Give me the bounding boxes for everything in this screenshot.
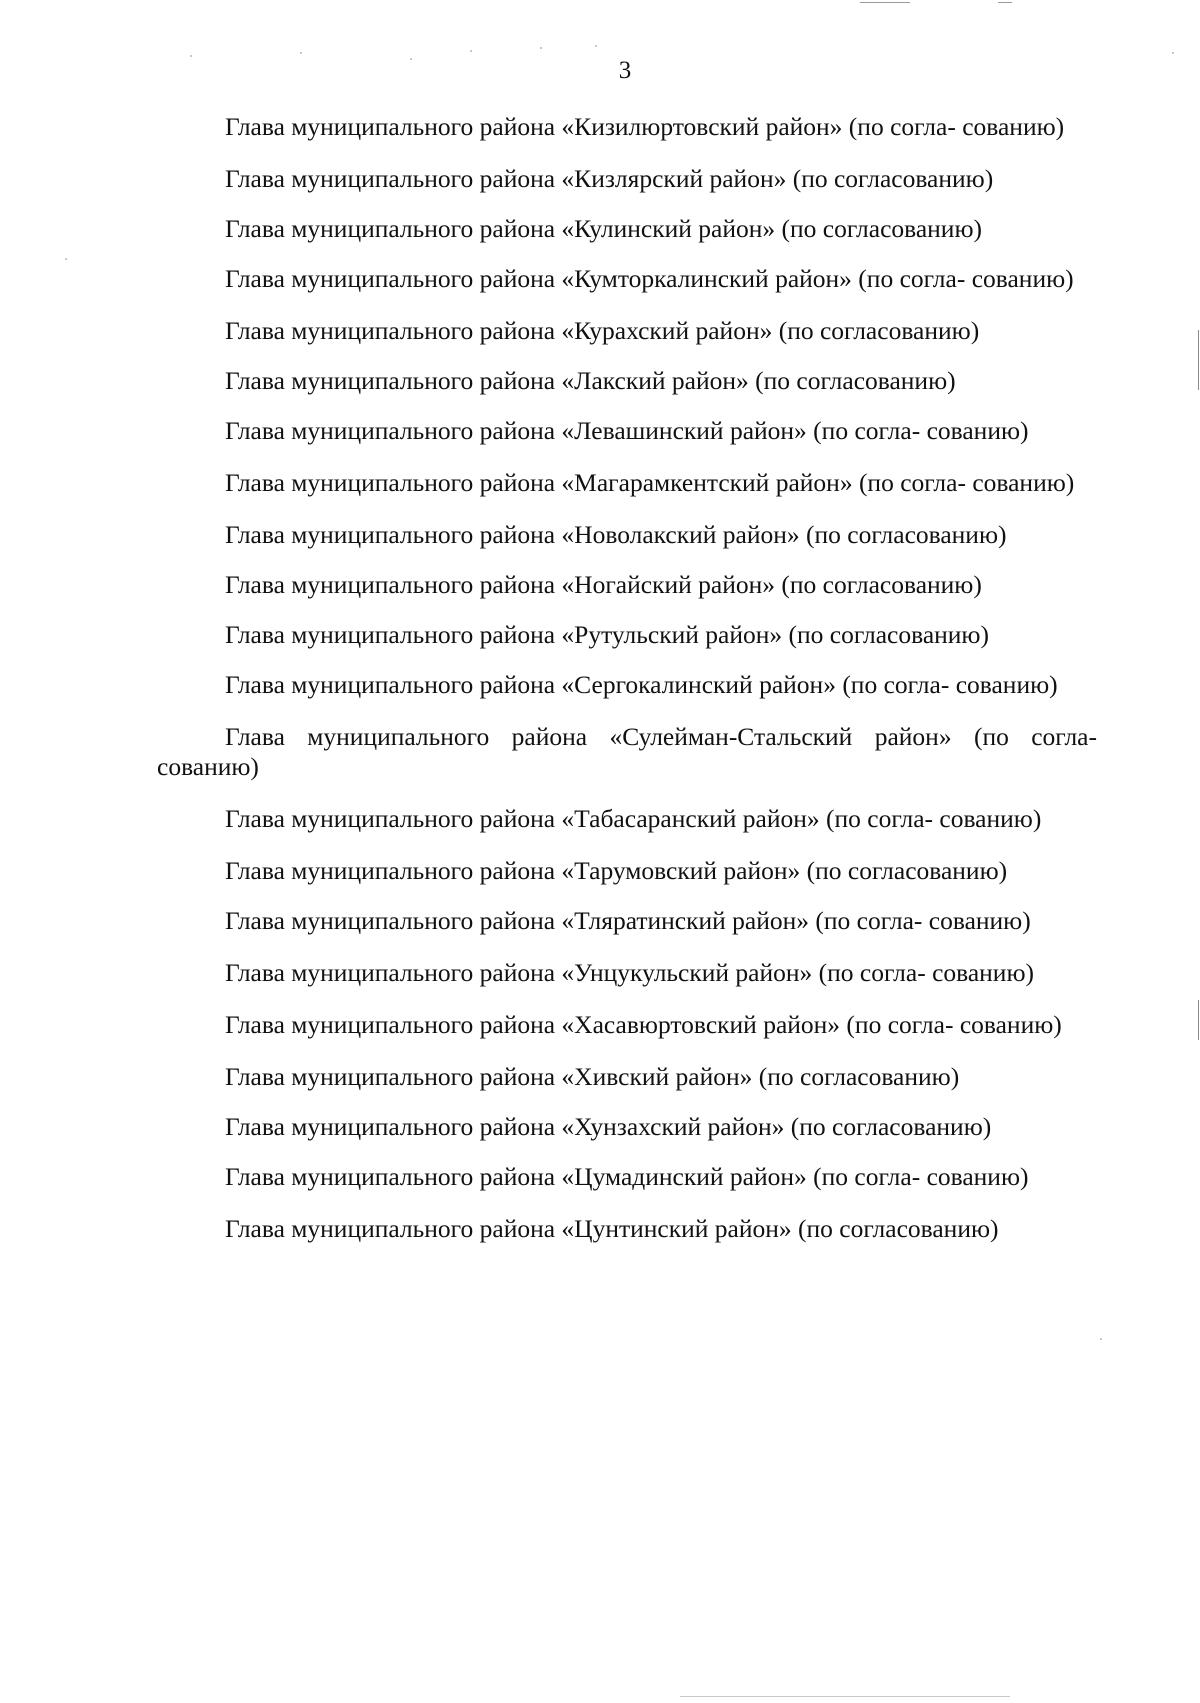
list-item: Глава муниципального района «Рутульский район» (по согласованию) (225, 620, 989, 649)
scan-artifact-speck (300, 52, 302, 54)
scan-artifact-speck (1172, 52, 1174, 54)
list-item: Глава муниципального района «Левашинский район» (по согла- сованию) (225, 416, 1029, 445)
list-item: Глава муниципального района «Хасавюртовский район» (по согла- сованию) (225, 1010, 1062, 1039)
members-list (157, 112, 1097, 1264)
list-item: Глава муниципального района «Цунтинский район» (по согласованию) (225, 1214, 999, 1243)
list-item: Глава муниципального района «Кумторкалинский район» (по согла- сованию) (225, 264, 1074, 293)
scan-artifact-speck (65, 258, 67, 260)
list-item: Глава муниципального района «Унцукульский район» (по согла- сованию) (225, 958, 1034, 987)
list-item: Глава муниципального района «Тарумовский район» (по согласованию) (225, 856, 1008, 885)
page-number: 3 (618, 57, 632, 84)
list-item: Глава муниципального района «Лакский район» (по согласованию) (225, 366, 956, 395)
list-item: Глава муниципального района «Кизилюртовский район» (по согла- сованию) (225, 112, 1065, 141)
scan-artifact-right-edge (1198, 330, 1199, 390)
list-item: Глава муниципального района «Новолакский район» (по согласованию) (225, 520, 1007, 549)
scan-artifact-bottom-rule (680, 1696, 1010, 1697)
scan-artifact-speck (1100, 1338, 1102, 1340)
list-item: Глава муниципального района «Хунзахский район» (по согласованию) (225, 1112, 992, 1141)
scan-artifact-speck (470, 50, 472, 52)
list-item: Глава муниципального района «Сергокалинский район» (по согла- сованию) (225, 670, 1058, 699)
list-item: Глава муниципального района «Курахский район» (по согласованию) (225, 316, 980, 345)
list-item: Глава муниципального района «Хивский район» (по согласованию) (225, 1062, 960, 1091)
list-item: Глава муниципального района «Кизлярский район» (по согласованию) (225, 164, 994, 193)
scan-artifact-top-rule (860, 2, 910, 3)
list-item: Глава муниципального района «Ногайский район» (по согласованию) (225, 570, 982, 599)
list-item: Глава муниципального района «Табасаранский район» (по согла- сованию) (225, 804, 1042, 833)
scan-artifact-right-edge-lower (1198, 1000, 1199, 1040)
list-item: Глава муниципального района «Цумадинский район» (по согла- сованию) (225, 1162, 1029, 1191)
scan-artifact-speck (540, 47, 542, 49)
list-item: Глава муниципального района «Сулейман-Стальский район» (по согла- сованию) (157, 722, 1097, 781)
list-item: Глава муниципального района «Тляратинский район» (по согла- сованию) (225, 906, 1031, 935)
list-item: Глава муниципального района «Магарамкентский район» (по согла- сованию) (225, 468, 1075, 497)
scan-artifact-speck (595, 45, 597, 47)
list-item: Глава муниципального района «Кулинский район» (по согласованию) (225, 214, 982, 243)
scan-artifact-top-rule-short (998, 2, 1012, 3)
